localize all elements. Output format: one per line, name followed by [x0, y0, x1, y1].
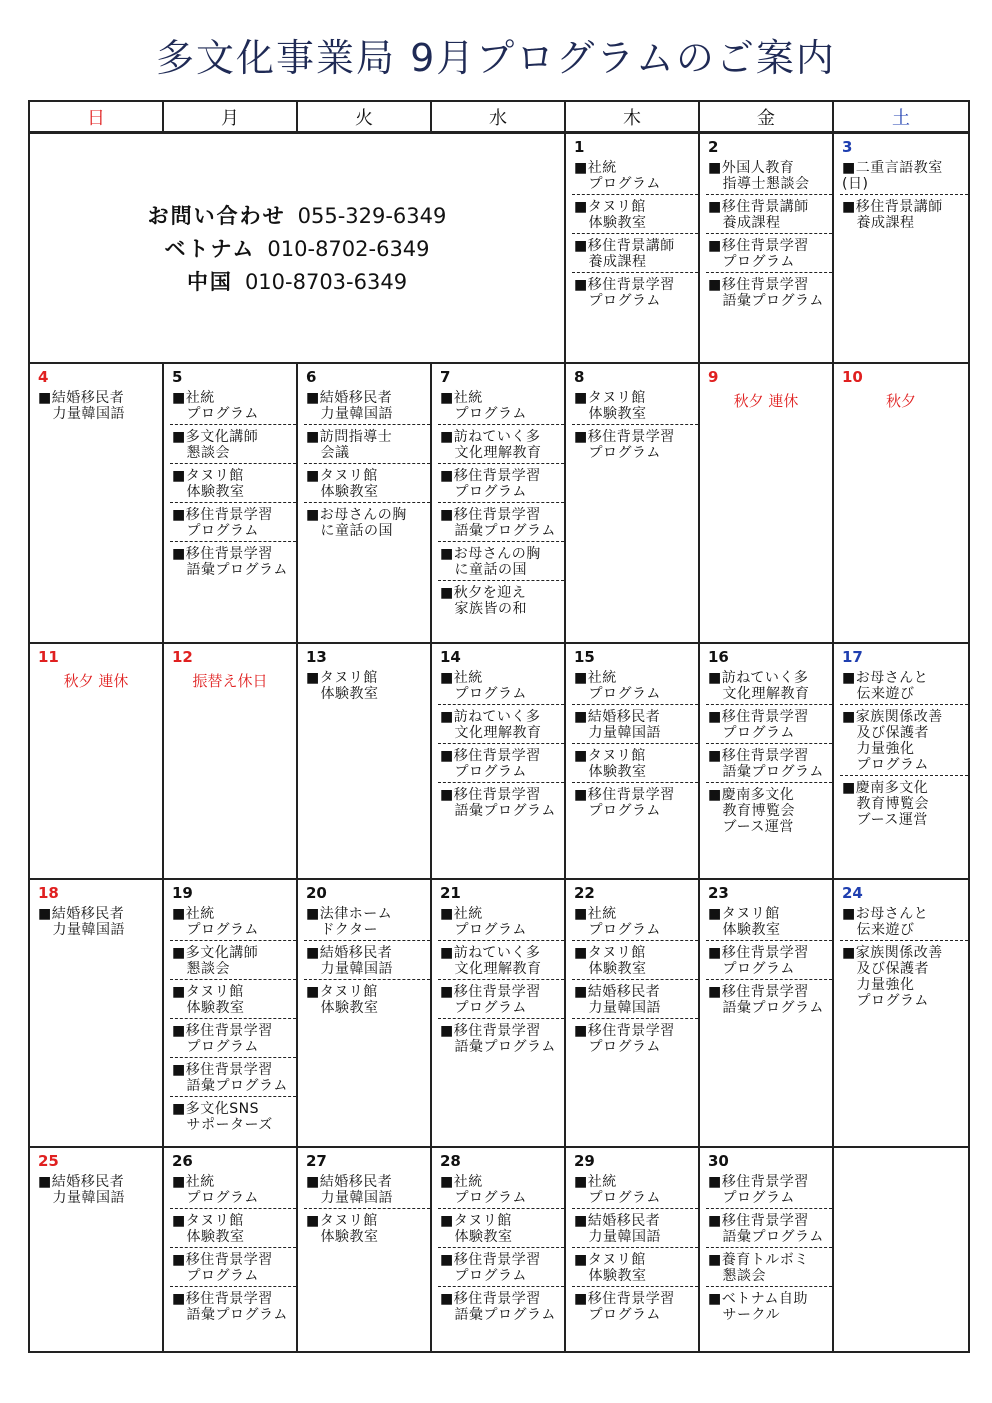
holiday-label: 秋夕: [885, 392, 916, 410]
event-item: ■養育トルボミ 懇談会: [706, 1252, 832, 1287]
contact-label: 中国: [186, 270, 233, 294]
empty-cell: [833, 1147, 969, 1352]
event-item: ■タヌリ館 体験教室: [706, 906, 832, 941]
day-number: 23: [708, 884, 729, 902]
event-item: ■社統 プログラム: [572, 670, 698, 705]
event-item: ■移住背景学習 語彙プログラム: [172, 546, 288, 578]
event-item: ■移住背景学習 プログラム: [170, 1023, 296, 1058]
day-cell: [29, 879, 163, 1147]
day-number: 9: [708, 368, 719, 386]
event-item: ■タヌリ館 体験教室: [438, 1213, 564, 1248]
day-cell: [297, 643, 431, 879]
event-item: ■移住背景学習 語彙プログラム: [708, 984, 824, 1016]
holiday-label: 振替え休日: [192, 672, 268, 690]
day-cell: [163, 879, 297, 1147]
event-item: ■家族関係改善 及び保護者 力量強化 プログラム: [840, 709, 968, 776]
event-item: ■移住背景学習 プログラム: [574, 429, 675, 461]
event-item: ■訪ねていく多 文化理解教育: [438, 945, 564, 980]
day-cell: [833, 363, 969, 643]
day-number: 15: [574, 648, 595, 666]
event-item: ■移住背景学習 語彙プログラム: [440, 787, 556, 819]
event-item: ■お母さんの胸 に童話の国: [306, 507, 407, 539]
day-cell: [833, 643, 969, 879]
event-item: ■訪ねていく多 文化理解教育: [438, 709, 564, 744]
event-item: ■慶南多文化 教育博覧会 ブース運営: [708, 787, 795, 835]
event-item: ■タヌリ館 体験教室: [572, 945, 698, 980]
day-number: 14: [440, 648, 461, 666]
event-item: ■秋夕を迎え 家族皆の和: [440, 585, 527, 617]
event-item: ■移住背景学習 プログラム: [170, 507, 296, 542]
day-number: 26: [172, 1152, 193, 1170]
day-cell: [297, 879, 431, 1147]
day-number: 11: [38, 648, 59, 666]
event-item: ■社統 プログラム: [572, 906, 698, 941]
day-number: 20: [306, 884, 327, 902]
event-item: ■移住背景学習 プログラム: [438, 748, 564, 783]
event-item: ■多文化講師 懇談会: [170, 429, 296, 464]
event-item: ■タヌリ館 体験教室: [572, 1252, 698, 1287]
day-cell: [565, 363, 699, 643]
event-item: ■社統 プログラム: [572, 160, 698, 195]
event-item: ■社統 プログラム: [438, 670, 564, 705]
day-cell: [699, 643, 833, 879]
week-row-1: [29, 133, 969, 364]
week-row-4: [29, 879, 969, 1147]
event-item: ■二重言語教室 (日): [840, 160, 968, 195]
day-number: 8: [574, 368, 585, 386]
day-number: 21: [440, 884, 461, 902]
contact-cell: [29, 133, 565, 364]
event-item: ■移住背景学習 プログラム: [574, 1023, 675, 1055]
event-item: ■タヌリ館 体験教室: [170, 1213, 296, 1248]
event-item: ■移住背景学習 語彙プログラム: [438, 507, 564, 542]
day-cell: [565, 879, 699, 1147]
event-item: ■結婚移民者 力量韓国語: [38, 906, 125, 938]
event-item: ■結婚移民者 力量韓国語: [572, 709, 698, 744]
day-number: 4: [38, 368, 49, 386]
event-item: ■結婚移民者 力量韓国語: [304, 1174, 430, 1209]
day-number: 16: [708, 648, 729, 666]
weekday-mon: 月: [163, 101, 297, 133]
day-number: 17: [842, 648, 863, 666]
event-item: ■移住背景学習 プログラム: [170, 1252, 296, 1287]
event-item: ■移住背景学習 語彙プログラム: [172, 1291, 288, 1323]
event-item: ■移住背景学習 プログラム: [438, 1252, 564, 1287]
contact-label: お問い合わせ: [147, 204, 286, 228]
day-cell: [431, 363, 565, 643]
holiday-label: 秋夕 連休: [63, 672, 129, 690]
day-cell: [699, 879, 833, 1147]
day-number: 24: [842, 884, 863, 902]
event-item: ■社統 プログラム: [572, 1174, 698, 1209]
event-item: ■移住背景学習 プログラム: [706, 709, 832, 744]
day-number: 6: [306, 368, 317, 386]
event-item: ■移住背景学習 プログラム: [706, 238, 832, 273]
contact-line: [30, 266, 564, 299]
day-cell: [565, 133, 699, 364]
day-cell: [431, 879, 565, 1147]
event-item: ■多文化講師 懇談会: [170, 945, 296, 980]
day-number: 7: [440, 368, 451, 386]
event-item: ■社統 プログラム: [170, 1174, 296, 1209]
day-cell: [431, 643, 565, 879]
event-item: ■結婚移民者 力量韓国語: [304, 945, 430, 980]
event-item: ■タヌリ館 体験教室: [170, 468, 296, 503]
holiday-label: 秋夕 連休: [733, 392, 799, 410]
day-number: 22: [574, 884, 595, 902]
event-item: ■訪ねていく多 文化理解教育: [706, 670, 832, 705]
week-row-2: [29, 363, 969, 643]
day-cell: [29, 363, 163, 643]
day-cell: [699, 363, 833, 643]
event-item: ■移住背景学習 プログラム: [574, 1291, 675, 1323]
page-title: 多文化事業局 9月プログラムのご案内: [156, 36, 836, 80]
event-item: ■移住背景学習 プログラム: [706, 945, 832, 980]
event-item: ■タヌリ館 体験教室: [572, 199, 698, 234]
day-cell: [431, 1147, 565, 1352]
day-number: 18: [38, 884, 59, 902]
event-item: ■タヌリ館 体験教室: [306, 670, 379, 702]
contact-line: [30, 233, 564, 266]
day-cell: [163, 643, 297, 879]
day-cell: [833, 133, 969, 364]
day-cell: [29, 643, 163, 879]
event-item: ■タヌリ館 体験教室: [572, 390, 698, 425]
event-item: ■結婚移民者 力量韓国語: [38, 1174, 125, 1206]
weekday-sun: 日: [29, 101, 163, 133]
event-item: ■タヌリ館 体験教室: [306, 984, 379, 1016]
event-item: ■結婚移民者 力量韓国語: [572, 1213, 698, 1248]
event-item: ■家族関係改善 及び保護者 力量強化 プログラム: [842, 945, 943, 1009]
event-item: ■お母さんの胸 に童話の国: [438, 546, 564, 581]
event-item: ■お母さんと 伝来遊び: [840, 906, 968, 941]
day-number: 29: [574, 1152, 595, 1170]
day-cell: [565, 643, 699, 879]
event-item: ■多文化SNS サポーターズ: [172, 1101, 273, 1133]
day-cell: [565, 1147, 699, 1352]
event-item: ■移住背景講師 養成課程: [842, 199, 943, 231]
event-item: ■社統 プログラム: [438, 1174, 564, 1209]
event-item: ■タヌリ館 体験教室: [304, 468, 430, 503]
weekday-tue: 火: [297, 101, 431, 133]
day-number: 27: [306, 1152, 327, 1170]
event-item: ■移住背景学習 語彙プログラム: [170, 1062, 296, 1097]
weekday-sat: 土: [833, 101, 969, 133]
contact-info: [30, 134, 564, 299]
event-item: ■移住背景学習 プログラム: [574, 787, 675, 819]
event-item: ■結婚移民者 力量韓国語: [304, 390, 430, 425]
week-row-3: [29, 643, 969, 879]
event-item: ■社統 プログラム: [170, 390, 296, 425]
day-number: 3: [842, 138, 853, 156]
contact-phone: 010-8702-6349: [267, 237, 430, 261]
event-item: ■タヌリ館 体験教室: [170, 984, 296, 1019]
day-number: 2: [708, 138, 719, 156]
day-number: 25: [38, 1152, 59, 1170]
day-number: 5: [172, 368, 183, 386]
event-item: ■移住背景学習 プログラム: [438, 468, 564, 503]
contact-label: ベトナム: [164, 237, 256, 261]
event-item: ■結婚移民者 力量韓国語: [38, 390, 125, 422]
event-item: ■移住背景学習 語彙プログラム: [706, 1213, 832, 1248]
event-item: ■慶南多文化 教育博覧会 ブース運営: [842, 780, 929, 828]
event-item: ■移住背景学習 語彙プログラム: [440, 1023, 556, 1055]
event-item: ■社統 プログラム: [438, 390, 564, 425]
day-cell: [163, 1147, 297, 1352]
contact-line: [30, 200, 564, 233]
day-cell: [699, 1147, 833, 1352]
event-item: ■移住背景学習 プログラム: [438, 984, 564, 1019]
day-cell: [699, 133, 833, 364]
event-item: ■お母さんと 伝来遊び: [840, 670, 968, 705]
day-number: 12: [172, 648, 193, 666]
event-item: ■移住背景学習 語彙プログラム: [706, 748, 832, 783]
weekday-wed: 水: [431, 101, 565, 133]
event-item: ■結婚移民者 力量韓国語: [572, 984, 698, 1019]
day-cell: [163, 363, 297, 643]
week-row-5: [29, 1147, 969, 1352]
day-number: 1: [574, 138, 585, 156]
day-number: 30: [708, 1152, 729, 1170]
event-item: ■外国人教育 指導士懇談会: [706, 160, 832, 195]
contact-phone: 010-8703-6349: [244, 270, 408, 294]
day-cell: [297, 363, 431, 643]
day-number: 28: [440, 1152, 461, 1170]
event-item: ■移住背景講師 養成課程: [572, 238, 698, 273]
event-item: ■タヌリ館 体験教室: [572, 748, 698, 783]
event-item: ■移住背景学習 語彙プログラム: [708, 277, 824, 309]
day-cell: [29, 1147, 163, 1352]
weekday-header-row: [29, 101, 969, 133]
event-item: ■ベトナム自助 サークル: [708, 1291, 809, 1323]
event-item: ■訪問指導士 会議: [304, 429, 430, 464]
weekday-thu: 木: [565, 101, 699, 133]
day-number: 10: [842, 368, 863, 386]
event-item: ■移住背景学習 プログラム: [706, 1174, 832, 1209]
calendar-table: [28, 100, 970, 1353]
event-item: ■移住背景学習 プログラム: [574, 277, 675, 309]
event-item: ■訪ねていく多 文化理解教育: [438, 429, 564, 464]
event-item: ■タヌリ館 体験教室: [306, 1213, 379, 1245]
day-cell: [297, 1147, 431, 1352]
day-number: 13: [306, 648, 327, 666]
weekday-fri: 金: [699, 101, 833, 133]
event-item: ■移住背景講師 養成課程: [706, 199, 832, 234]
contact-phone: 055-329-6349: [297, 204, 447, 228]
event-item: ■法律ホーム ドクター: [304, 906, 430, 941]
day-cell: [833, 879, 969, 1147]
day-number: 19: [172, 884, 193, 902]
event-item: ■社統 プログラム: [438, 906, 564, 941]
event-item: ■移住背景学習 語彙プログラム: [440, 1291, 556, 1323]
event-item: ■社統 プログラム: [170, 906, 296, 941]
